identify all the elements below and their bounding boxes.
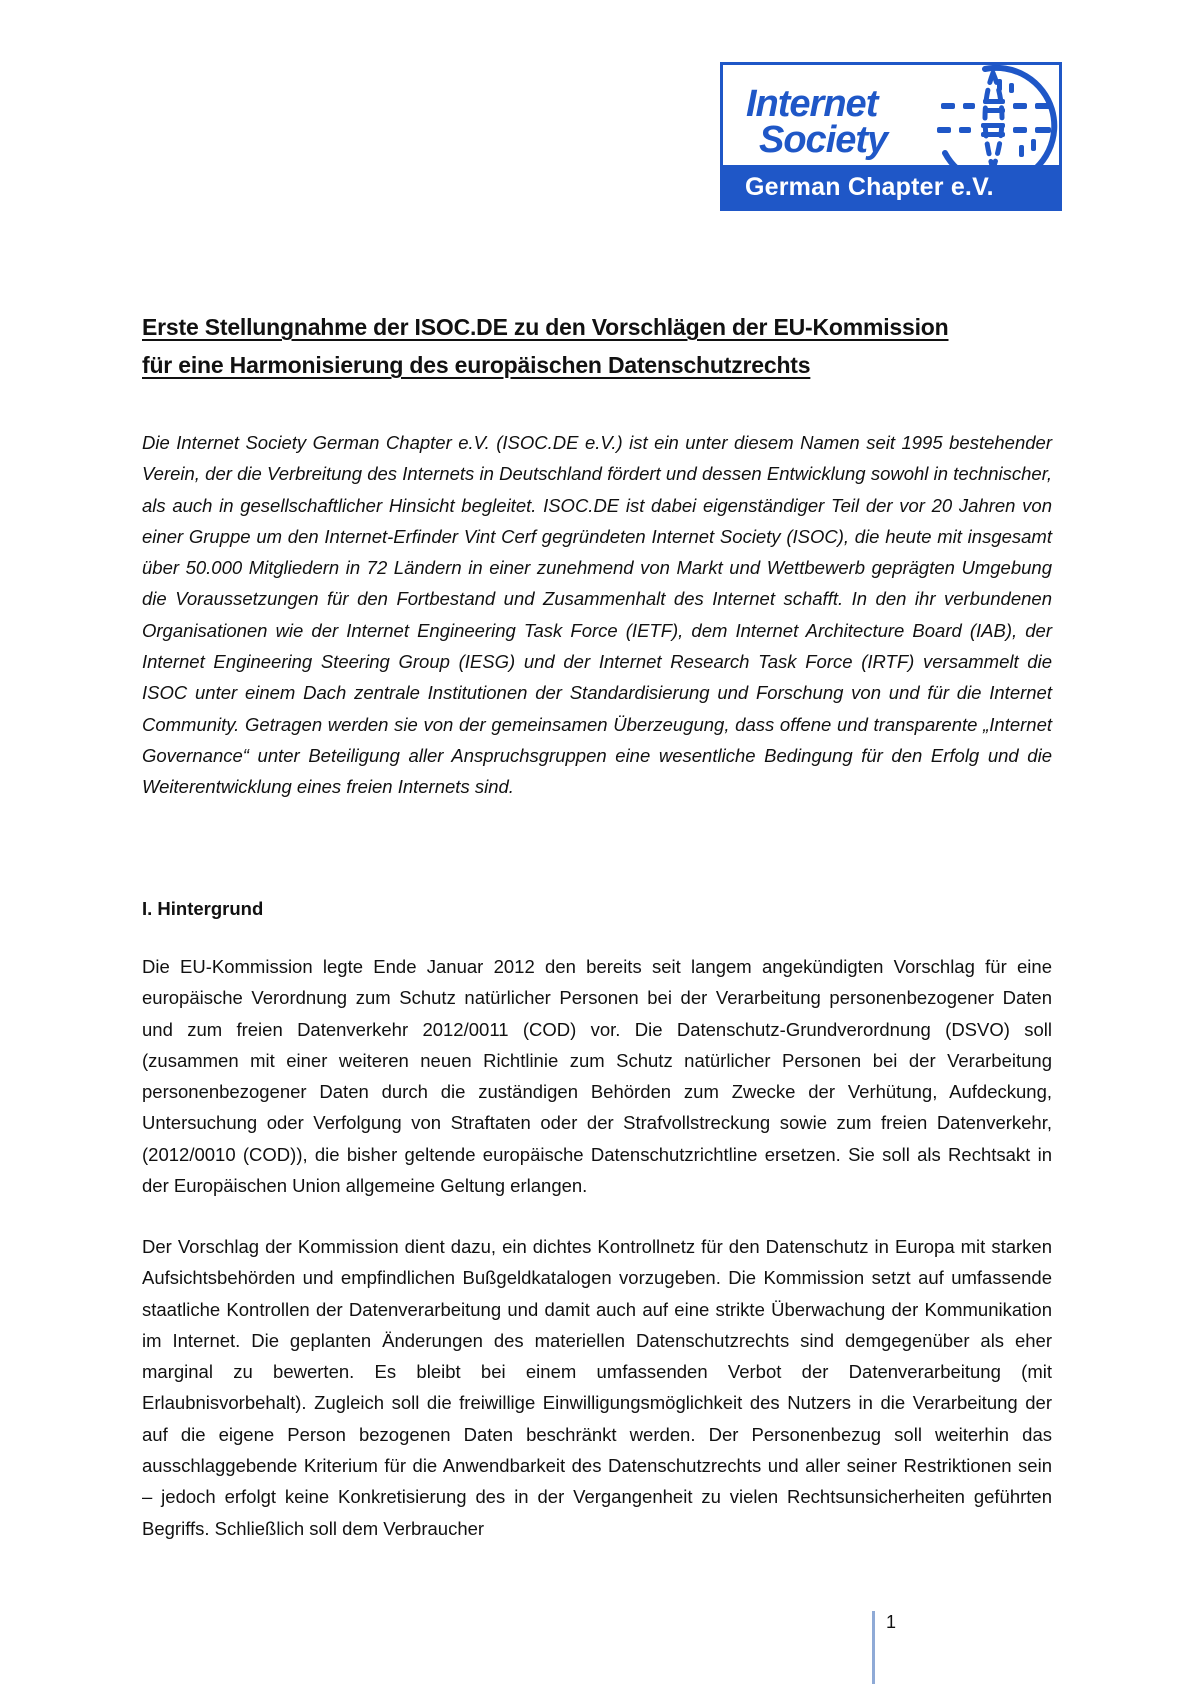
title-line-2: für eine Harmonisierung des europäischen Datenschutzrechts	[142, 352, 811, 378]
globe-icon	[923, 65, 1062, 175]
page-number: 1	[886, 1612, 897, 1632]
logo-text-society: Society	[759, 119, 888, 161]
page-number-bar	[872, 1611, 875, 1684]
logo-band	[723, 165, 1059, 208]
internet-society-logo	[720, 62, 1062, 211]
logo-text-chapter: German Chapter e.V.	[745, 173, 994, 201]
section-heading: I. Hintergrund	[142, 898, 264, 919]
intro-paragraph: Die Internet Society German Chapter e.V. (ISOC.DE e.V.) ist ein unter diesem Namen seit 1995 bestehender Verein, der die Verbreitung des Internets in Deutschland fördert und dessen Entwicklung sowohl in technischer, als auch in gesellschaftlicher Hinsicht begleitet. ISOC.DE ist dabei eigenständiger Teil der vor 20 Jahren von einer Gruppe um den Internet-Erfinder Vint Cerf gegründeten Internet Society (ISOC), die heute mit insgesamt über 50.000 Mitgliedern in 72 Ländern in einer zunehmend von Markt und Wettbewerb geprägten Umgebung die Voraussetzungen für den Fortbestand und Zusammenhalt des Internet schafft. In den ihr verbundenen Organisationen wie der Internet Engineering Task Force (IETF), dem Internet Architecture Board (IAB), der Internet Engineering Steering Group (IESG) und der Internet Research Task Force (IRTF) versammelt die ISOC unter einem Dach zentrale Institutionen der Standardisierung und Forschung von und für die Internet Community. Getragen werden sie von der gemeinsamen Überzeugung, dass offene und transparente „Internet Governance“ unter Beteiligung aller Anspruchsgruppen eine wesentliche Bedingung für den Erfolg und die Weiterentwicklung eines freien Internets sind.	[142, 432, 1052, 798]
document-title	[142, 308, 1052, 384]
logo-text-internet: Internet	[746, 83, 878, 125]
title-line-1: Erste Stellungnahme der ISOC.DE zu den Vorschlägen der EU-Kommission	[142, 314, 949, 340]
body-paragraph-2: Der Vorschlag der Kommission dient dazu, ein dichtes Kontrollnetz für den Datenschutz in Europa mit starken Aufsichtsbehörden und empfindlichen Bußgeldkatalogen vorzugeben. Die Kommission setzt auf umfassende staatliche Kontrollen der Datenverarbeitung und damit auch auf eine strikte Überwachung der Kommunikation im Internet. Die geplanten Änderungen des materiellen Datenschutzrechts sind demgegenüber als eher marginal zu bewerten. Es bleibt bei einem umfassenden Verbot der Datenverarbeitung (mit Erlaubnisvorbehalt). Zugleich soll die freiwillige Einwilligungsmöglichkeit des Nutzers in die Verarbeitung der auf die eigene Person bezogenen Daten beschränkt werden. Der Personenbezug soll weiterhin das ausschlaggebende Kriterium für die Anwendbarkeit des Datenschutzrechts und aller seiner Restriktionen sein – jedoch erfolgt keine Konkretisierung des in der Vergangenheit zu vielen Rechtsunsicherheiten geführten Begriffs. Schließlich soll dem Verbraucher	[142, 1236, 1052, 1539]
body-paragraph-1: Die EU-Kommission legte Ende Januar 2012 den bereits seit langem angekündigten Vorschlag für eine europäische Verordnung zum Schutz natürlicher Personen bei der Verarbeitung personenbezogener Daten und zum freien Datenverkehr 2012/0011 (COD) vor. Die Datenschutz-Grundverordnung (DSVO) soll (zusammen mit einer weiteren neuen Richtlinie zum Schutz natürlicher Personen bei der Verarbeitung personenbezogener Daten durch die zuständigen Behörden zum Zwecke der Verhütung, Aufdeckung, Untersuchung oder Verfolgung von Straftaten oder der Strafvollstreckung sowie zum freien Datenverkehr, (2012/0010 (COD)), die bisher geltende europäische Datenschutzrichtline ersetzen. Sie soll als Rechtsakt in der Europäischen Union allgemeine Geltung erlangen.	[142, 956, 1052, 1197]
